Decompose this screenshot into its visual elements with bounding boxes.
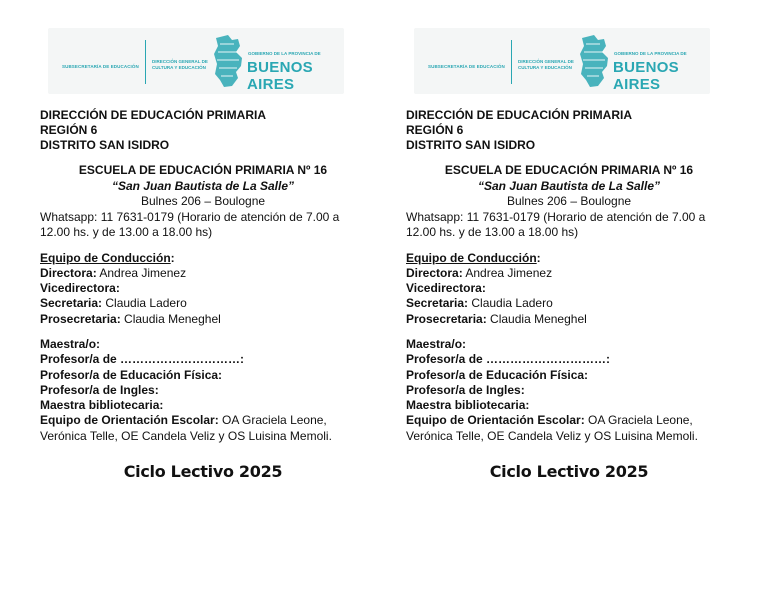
prosecretaria-value: Claudia Meneghel bbox=[486, 311, 587, 326]
secretaria-value: Claudia Ladero bbox=[102, 296, 187, 311]
profesor-label: Profesor/a de …………………………: bbox=[40, 352, 245, 367]
banner-direccion-line2: CULTURA Y EDUCACIÓN bbox=[152, 65, 206, 70]
header-block bbox=[40, 108, 366, 153]
banner-subsecretaria: SUBSECRETARÍA DE EDUCACIÓN bbox=[62, 64, 139, 69]
ingles-label: Profesor/a de Ingles: bbox=[406, 382, 525, 397]
banner-direccion-line2: CULTURA Y EDUCACIÓN bbox=[518, 65, 572, 70]
school-patron: “San Juan Bautista de La Salle” bbox=[111, 178, 295, 193]
team-label: Equipo de Conducción bbox=[40, 250, 171, 265]
prosecretaria-label: Prosecretaria: bbox=[406, 311, 487, 326]
school-name: ESCUELA DE EDUCACIÓN PRIMARIA Nº 16 bbox=[444, 163, 694, 177]
school-card-left bbox=[40, 28, 366, 481]
buenos-aires-map-icon bbox=[212, 32, 246, 90]
banner-gobierno: GOBIERNO DE LA PROVINCIA DE bbox=[248, 51, 321, 56]
eoe-value: OA Graciela Leone, Verónica Telle, OE Candela Veliz y OS Luisina Memoli. bbox=[406, 413, 698, 443]
staff-block bbox=[406, 251, 732, 327]
eoe-label: Equipo de Orientación Escolar: bbox=[406, 413, 585, 428]
prosecretaria-value: Claudia Meneghel bbox=[120, 311, 221, 326]
cycle-title: Ciclo Lectivo 2025 bbox=[123, 462, 283, 482]
header-distrito: DISTRITO SAN ISIDRO bbox=[406, 138, 536, 152]
school-whatsapp: Whatsapp: 11 7631-0179 (Horario de atención de 7.00 a 12.00 hs. y de 13.00 a 18.00 hs) bbox=[40, 209, 340, 239]
banner-subsecretaria: SUBSECRETARÍA DE EDUCACIÓN bbox=[428, 64, 505, 69]
fisica-label: Profesor/a de Educación Física: bbox=[40, 367, 223, 382]
teachers-block bbox=[40, 337, 366, 444]
vicedirectora-label: Vicedirectora: bbox=[40, 281, 120, 296]
prosecretaria-row bbox=[406, 312, 732, 327]
directora-label: Directora: bbox=[40, 265, 97, 280]
secretaria-value: Claudia Ladero bbox=[468, 296, 553, 311]
vicedirectora-label: Vicedirectora: bbox=[406, 281, 486, 296]
banner-direccion-line1: DIRECCIÓN GENERAL DE bbox=[518, 59, 574, 64]
banner-buenos-aires: BUENOS AIRES bbox=[613, 59, 679, 93]
fisica-label: Profesor/a de Educación Física: bbox=[406, 367, 589, 382]
eoe-label: Equipo de Orientación Escolar: bbox=[40, 413, 219, 428]
banner-direccion-line1: DIRECCIÓN GENERAL DE bbox=[152, 59, 208, 64]
banner-gobierno: GOBIERNO DE LA PROVINCIA DE bbox=[614, 51, 687, 56]
buenos-aires-map-icon bbox=[578, 32, 612, 90]
team-heading bbox=[40, 251, 366, 266]
prosecretaria-label: Prosecretaria: bbox=[40, 311, 121, 326]
government-banner bbox=[48, 28, 344, 94]
maestra-label: Maestra/o: bbox=[406, 336, 467, 351]
banner-divider bbox=[511, 40, 512, 84]
header-block bbox=[406, 108, 732, 153]
header-region: REGIÓN 6 bbox=[40, 123, 98, 137]
biblio-label: Maestra bibliotecaria: bbox=[40, 398, 164, 413]
directora-label: Directora: bbox=[406, 265, 463, 280]
prosecretaria-row bbox=[40, 312, 366, 327]
school-whatsapp: Whatsapp: 11 7631-0179 (Horario de atención de 7.00 a 12.00 hs. y de 13.00 a 18.00 hs) bbox=[406, 209, 706, 239]
ingles-label: Profesor/a de Ingles: bbox=[40, 382, 159, 397]
team-label: Equipo de Conducción bbox=[406, 250, 537, 265]
header-region: REGIÓN 6 bbox=[406, 123, 464, 137]
team-colon: : bbox=[536, 250, 541, 265]
banner-divider bbox=[145, 40, 146, 84]
secretaria-label: Secretaria: bbox=[40, 296, 103, 311]
maestra-label: Maestra/o: bbox=[40, 336, 101, 351]
teachers-block bbox=[406, 337, 732, 444]
eoe-row bbox=[406, 413, 732, 444]
eoe-row bbox=[40, 413, 366, 444]
banner-direccion bbox=[518, 59, 574, 71]
school-name: ESCUELA DE EDUCACIÓN PRIMARIA Nº 16 bbox=[78, 163, 328, 177]
directora-value: Andrea Jimenez bbox=[96, 265, 187, 280]
school-address: Bulnes 206 – Boulogne bbox=[140, 194, 266, 208]
banner-direccion bbox=[152, 59, 208, 71]
staff-block bbox=[40, 251, 366, 327]
secretaria-row bbox=[40, 296, 366, 311]
header-direccion: DIRECCIÓN DE EDUCACIÓN PRIMARIA bbox=[406, 108, 633, 122]
school-info bbox=[406, 163, 732, 210]
profesor-label: Profesor/a de …………………………: bbox=[406, 352, 611, 367]
banner-buenos-aires: BUENOS AIRES bbox=[247, 59, 313, 93]
secretaria-label: Secretaria: bbox=[406, 296, 469, 311]
team-heading bbox=[406, 251, 732, 266]
biblio-label: Maestra bibliotecaria: bbox=[406, 398, 530, 413]
header-distrito: DISTRITO SAN ISIDRO bbox=[40, 138, 170, 152]
directora-row bbox=[40, 266, 366, 281]
cycle-title: Ciclo Lectivo 2025 bbox=[489, 462, 649, 482]
directora-value: Andrea Jimenez bbox=[462, 265, 553, 280]
school-card-right bbox=[406, 28, 732, 481]
eoe-value: OA Graciela Leone, Verónica Telle, OE Candela Veliz y OS Luisina Memoli. bbox=[40, 413, 332, 443]
school-info bbox=[40, 163, 366, 210]
government-banner bbox=[414, 28, 710, 94]
team-colon: : bbox=[170, 250, 175, 265]
header-direccion: DIRECCIÓN DE EDUCACIÓN PRIMARIA bbox=[40, 108, 267, 122]
school-address: Bulnes 206 – Boulogne bbox=[506, 194, 632, 208]
secretaria-row bbox=[406, 296, 732, 311]
school-patron: “San Juan Bautista de La Salle” bbox=[477, 178, 661, 193]
directora-row bbox=[406, 266, 732, 281]
